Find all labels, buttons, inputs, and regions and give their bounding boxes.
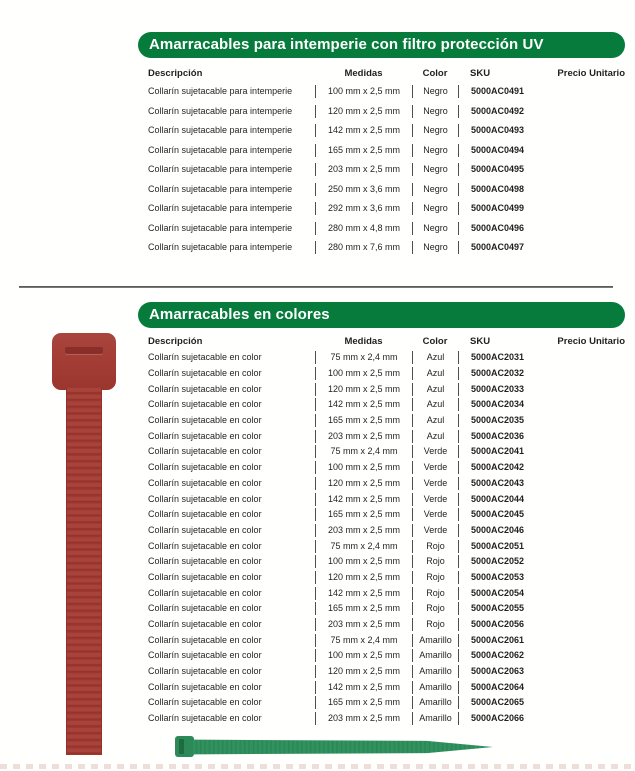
table-row [148,491,625,507]
cell-sku: 5000AC2052 [458,555,548,568]
cell-color: Rojo [412,602,458,615]
cell-desc: Collarín sujetacable en color [148,634,262,645]
cell-sku: 5000AC2035 [458,414,548,427]
cell-desc: Collarín sujetacable en color [148,430,262,441]
cell-sku: 5000AC2062 [458,649,548,662]
cell-precio [548,430,625,443]
color-ties-table-body [148,350,625,727]
table-row [148,538,625,554]
cell-precio [548,508,625,521]
table-row [148,160,625,180]
cell-color: Negro [412,144,458,157]
cell-desc: Collarín sujetacable para intemperie [148,164,293,175]
cell-desc: Collarín sujetacable en color [148,524,262,535]
cell-desc: Collarín sujetacable en color [148,619,262,630]
cell-medidas: 120 mm x 2,5 mm [315,105,412,118]
cell-sku: 5000AC0494 [458,144,548,157]
table-row [148,381,625,397]
cell-sku: 5000AC0491 [458,85,548,98]
cell-sku: 5000AC2056 [458,618,548,631]
cell-medidas: 203 mm x 2,5 mm [315,430,412,443]
cell-precio [548,222,625,235]
cell-color: Rojo [412,555,458,568]
cell-desc: Collarín sujetacable para intemperie [148,242,293,253]
cell-desc: Collarín sujetacable en color [148,713,262,724]
cell-sku: 5000AC0499 [458,202,548,215]
cell-sku: 5000AC0492 [458,105,548,118]
col-header-medidas: Medidas [344,68,383,79]
cell-precio [548,398,625,411]
cell-precio [548,183,625,196]
table-row [148,180,625,200]
cell-medidas: 142 mm x 2,5 mm [315,124,412,137]
section-uv-banner [138,32,625,58]
cell-desc: Collarín sujetacable en color [148,493,262,504]
cell-color: Negro [412,222,458,235]
cell-color: Negro [412,124,458,137]
table-row [148,570,625,586]
cell-medidas: 75 mm x 2,4 mm [315,634,412,647]
cell-desc: Collarín sujetacable en color [148,462,262,473]
col-header-sku: SKU [470,336,491,347]
cell-sku: 5000AC0497 [458,241,548,254]
cell-color: Azul [412,351,458,364]
cell-precio [548,163,625,176]
cell-desc: Collarín sujetacable para intemperie [148,183,293,194]
cell-medidas: 165 mm x 2,5 mm [315,508,412,521]
cell-medidas: 203 mm x 2,5 mm [315,163,412,176]
cell-color: Negro [412,202,458,215]
cell-sku: 5000AC2045 [458,508,548,521]
cell-color: Amarillo [412,696,458,709]
table-row [148,121,625,141]
table-row [148,695,625,711]
col-header-sku: SKU [470,68,491,79]
cell-color: Negro [412,105,458,118]
cell-medidas: 75 mm x 2,4 mm [315,351,412,364]
table-row [148,238,625,258]
cell-sku: 5000AC2032 [458,367,548,380]
cell-color: Azul [412,398,458,411]
bottom-photo-edge [0,764,635,769]
color-ties-table [148,334,625,727]
table-row [148,82,625,102]
table-row [148,199,625,219]
col-header-color: Color [422,68,448,79]
cell-desc: Collarín sujetacable en color [148,681,262,692]
table-header-row [148,66,625,82]
cell-medidas: 165 mm x 2,5 mm [315,414,412,427]
cell-desc: Collarín sujetacable para intemperie [148,125,293,136]
cell-desc: Collarín sujetacable para intemperie [148,203,293,214]
cell-desc: Collarín sujetacable para intemperie [148,144,293,155]
cell-color: Rojo [412,540,458,553]
cell-medidas: 203 mm x 2,5 mm [315,618,412,631]
cell-medidas: 165 mm x 2,5 mm [315,696,412,709]
col-header-medidas: Medidas [344,336,383,347]
red-cable-tie-strap [66,388,102,755]
cell-medidas: 120 mm x 2,5 mm [315,477,412,490]
green-cable-tie-slot [179,739,184,754]
table-row [148,428,625,444]
cell-medidas: 280 mm x 4,8 mm [315,222,412,235]
cell-desc: Collarín sujetacable en color [148,446,262,457]
cell-precio [548,649,625,662]
cell-sku: 5000AC2034 [458,398,548,411]
cell-sku: 5000AC2063 [458,665,548,678]
table-row [148,507,625,523]
table-row [148,554,625,570]
cell-desc: Collarín sujetacable en color [148,368,262,379]
cell-precio [548,634,625,647]
cell-desc: Collarín sujetacable en color [148,477,262,488]
cell-color: Amarillo [412,634,458,647]
cell-precio [548,524,625,537]
cell-sku: 5000AC2042 [458,461,548,474]
cell-medidas: 165 mm x 2,5 mm [315,602,412,615]
cell-desc: Collarín sujetacable en color [148,587,262,598]
table-row [148,585,625,601]
cell-sku: 5000AC0496 [458,222,548,235]
cell-medidas: 203 mm x 2,5 mm [315,524,412,537]
cell-precio [548,351,625,364]
cell-precio [548,477,625,490]
cell-precio [548,414,625,427]
cell-sku: 5000AC2043 [458,477,548,490]
red-cable-tie-image [52,333,116,390]
cell-precio [548,493,625,506]
cell-sku: 5000AC2061 [458,634,548,647]
cell-desc: Collarín sujetacable en color [148,383,262,394]
cell-sku: 5000AC0498 [458,183,548,196]
cell-color: Amarillo [412,665,458,678]
cell-precio [548,555,625,568]
cell-precio [548,105,625,118]
cell-medidas: 120 mm x 2,5 mm [315,383,412,396]
green-cable-tie-image [175,736,194,757]
cell-precio [548,144,625,157]
cell-color: Verde [412,493,458,506]
cell-medidas: 250 mm x 3,6 mm [315,183,412,196]
cell-sku: 5000AC2054 [458,587,548,600]
table-row [148,366,625,382]
uv-ties-table [148,66,625,258]
cell-medidas: 165 mm x 2,5 mm [315,144,412,157]
cell-desc: Collarín sujetacable en color [148,509,262,520]
cell-desc: Collarín sujetacable en color [148,556,262,567]
cell-desc: Collarín sujetacable en color [148,415,262,426]
cell-medidas: 100 mm x 2,5 mm [315,461,412,474]
cell-desc: Collarín sujetacable en color [148,650,262,661]
cell-color: Verde [412,461,458,474]
cell-color: Azul [412,383,458,396]
table-row [148,413,625,429]
cell-desc: Collarín sujetacable para intemperie [148,222,293,233]
cell-color: Negro [412,85,458,98]
cell-medidas: 142 mm x 2,5 mm [315,493,412,506]
cell-medidas: 142 mm x 2,5 mm [315,587,412,600]
cell-medidas: 75 mm x 2,4 mm [315,540,412,553]
table-row [148,679,625,695]
cell-precio [548,241,625,254]
cell-medidas: 280 mm x 7,6 mm [315,241,412,254]
cell-precio [548,602,625,615]
cell-sku: 5000AC2064 [458,681,548,694]
cell-precio [548,383,625,396]
cell-precio [548,124,625,137]
cell-precio [548,681,625,694]
cell-medidas: 100 mm x 2,5 mm [315,367,412,380]
cell-medidas: 75 mm x 2,4 mm [315,445,412,458]
col-header-precio-unitario: Precio Unitario [557,336,625,347]
cell-color: Azul [412,430,458,443]
cell-precio [548,696,625,709]
cell-medidas: 203 mm x 2,5 mm [315,712,412,725]
table-row [148,664,625,680]
cell-precio [548,540,625,553]
cell-desc: Collarín sujetacable en color [148,603,262,614]
section-colores-banner [138,302,625,328]
table-row [148,350,625,366]
cell-sku: 5000AC2046 [458,524,548,537]
col-header-precio-unitario: Precio Unitario [557,68,625,79]
cell-desc: Collarín sujetacable en color [148,399,262,410]
table-header-row [148,334,625,350]
uv-ties-table-body [148,82,625,258]
cell-color: Verde [412,445,458,458]
col-header-descripcion: Descripción [148,336,203,347]
cell-precio [548,712,625,725]
table-row [148,102,625,122]
table-row [148,476,625,492]
cell-sku: 5000AC2036 [458,430,548,443]
cell-precio [548,85,625,98]
cell-color: Azul [412,414,458,427]
cell-sku: 5000AC0495 [458,163,548,176]
cell-color: Verde [412,508,458,521]
cell-desc: Collarín sujetacable para intemperie [148,86,293,97]
cell-color: Amarillo [412,712,458,725]
cell-color: Verde [412,524,458,537]
table-row [148,601,625,617]
cell-precio [548,445,625,458]
table-row [148,141,625,161]
cell-medidas: 120 mm x 2,5 mm [315,571,412,584]
cell-desc: Collarín sujetacable en color [148,666,262,677]
cell-sku: 5000AC2051 [458,540,548,553]
cell-precio [548,665,625,678]
cell-desc: Collarín sujetacable en color [148,352,262,363]
red-cable-tie-slot [65,347,103,354]
cell-desc: Collarín sujetacable en color [148,571,262,582]
table-row [148,523,625,539]
cell-medidas: 100 mm x 2,5 mm [315,649,412,662]
cell-color: Rojo [412,571,458,584]
cell-desc: Collarín sujetacable en color [148,697,262,708]
table-row [148,397,625,413]
table-row [148,711,625,727]
table-row [148,444,625,460]
cell-sku: 5000AC2055 [458,602,548,615]
section-uv-title: Amarracables para intemperie con filtro protección UV [149,36,544,53]
col-header-color: Color [422,336,448,347]
table-row [148,648,625,664]
section-divider [19,286,613,288]
cell-desc: Collarín sujetacable para intemperie [148,105,293,116]
cell-precio [548,461,625,474]
table-row [148,219,625,239]
cell-sku: 5000AC2033 [458,383,548,396]
cell-sku: 5000AC2065 [458,696,548,709]
cell-precio [548,367,625,380]
cell-precio [548,618,625,631]
cell-medidas: 100 mm x 2,5 mm [315,555,412,568]
cell-medidas: 142 mm x 2,5 mm [315,681,412,694]
cell-color: Rojo [412,587,458,600]
cell-color: Negro [412,163,458,176]
cell-color: Amarillo [412,681,458,694]
cell-precio [548,587,625,600]
col-header-descripcion: Descripción [148,68,203,79]
cell-sku: 5000AC2044 [458,493,548,506]
cell-medidas: 292 mm x 3,6 mm [315,202,412,215]
cell-desc: Collarín sujetacable en color [148,540,262,551]
cell-sku: 5000AC2053 [458,571,548,584]
cell-sku: 5000AC0493 [458,124,548,137]
green-cable-tie-strap [193,739,493,755]
cell-precio [548,571,625,584]
section-colores-title: Amarracables en colores [149,306,330,323]
cell-precio [548,202,625,215]
table-row [148,632,625,648]
table-row [148,460,625,476]
table-row [148,617,625,633]
cell-color: Verde [412,477,458,490]
cell-color: Amarillo [412,649,458,662]
cell-sku: 5000AC2041 [458,445,548,458]
cell-sku: 5000AC2066 [458,712,548,725]
cell-color: Azul [412,367,458,380]
cell-color: Negro [412,241,458,254]
cell-color: Negro [412,183,458,196]
cell-medidas: 120 mm x 2,5 mm [315,665,412,678]
cell-sku: 5000AC2031 [458,351,548,364]
cell-medidas: 100 mm x 2,5 mm [315,85,412,98]
cell-color: Rojo [412,618,458,631]
cell-medidas: 142 mm x 2,5 mm [315,398,412,411]
